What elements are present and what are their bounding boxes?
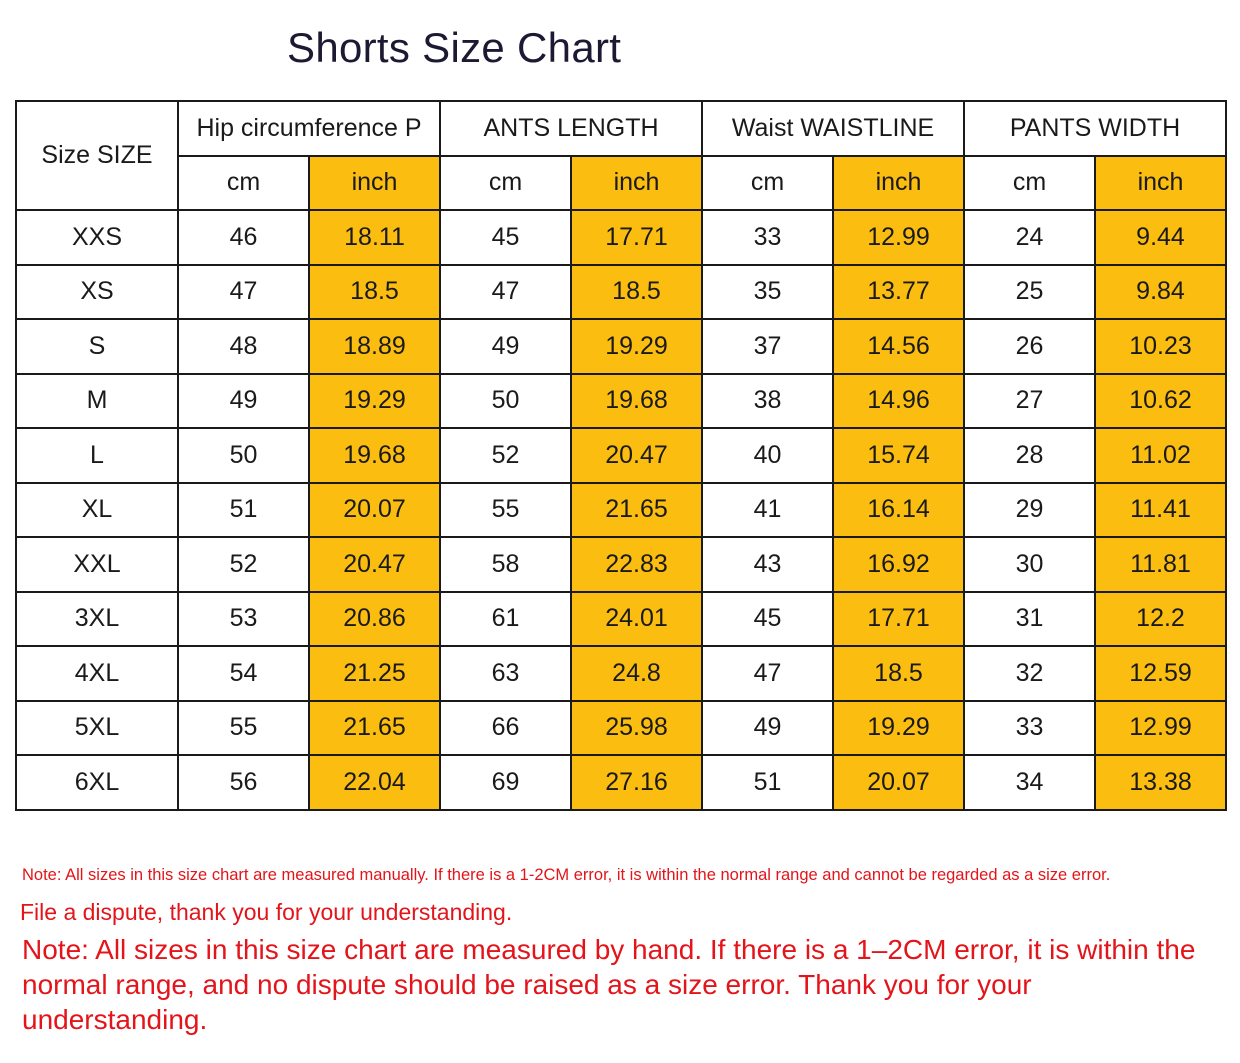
hip-cm-header: cm bbox=[178, 156, 309, 211]
size-chart-table bbox=[15, 100, 1227, 811]
hip-cm-cell: 49 bbox=[178, 374, 309, 429]
waist-inch-cell: 18.5 bbox=[833, 646, 964, 701]
waist-inch-cell: 12.99 bbox=[833, 210, 964, 265]
width-cm-cell: 24 bbox=[964, 210, 1095, 265]
size-cell: 3XL bbox=[16, 592, 178, 647]
width-header: PANTS WIDTH bbox=[964, 101, 1226, 156]
length-cm-cell: 61 bbox=[440, 592, 571, 647]
length-inch-cell: 21.65 bbox=[571, 483, 702, 538]
hip-inch-cell: 18.89 bbox=[309, 319, 440, 374]
hip-inch-cell: 20.47 bbox=[309, 537, 440, 592]
hip-cm-cell: 46 bbox=[178, 210, 309, 265]
hip-inch-cell: 19.29 bbox=[309, 374, 440, 429]
hip-cm-cell: 52 bbox=[178, 537, 309, 592]
hip-inch-cell: 19.68 bbox=[309, 428, 440, 483]
width-inch-cell: 10.23 bbox=[1095, 319, 1226, 374]
length-cm-cell: 52 bbox=[440, 428, 571, 483]
width-inch-cell: 12.2 bbox=[1095, 592, 1226, 647]
length-inch-cell: 25.98 bbox=[571, 701, 702, 756]
length-inch-cell: 22.83 bbox=[571, 537, 702, 592]
hip-cm-cell: 51 bbox=[178, 483, 309, 538]
size-cell: XXS bbox=[16, 210, 178, 265]
waist-inch-cell: 16.92 bbox=[833, 537, 964, 592]
hip-inch-cell: 18.5 bbox=[309, 265, 440, 320]
hip-inch-header: inch bbox=[309, 156, 440, 211]
waist-cm-cell: 49 bbox=[702, 701, 833, 756]
hip-inch-cell: 21.25 bbox=[309, 646, 440, 701]
size-cell: 5XL bbox=[16, 701, 178, 756]
waist-cm-cell: 51 bbox=[702, 755, 833, 810]
length-cm-cell: 69 bbox=[440, 755, 571, 810]
length-inch-cell: 18.5 bbox=[571, 265, 702, 320]
table-row bbox=[16, 319, 1226, 374]
size-cell: XXL bbox=[16, 537, 178, 592]
length-inch-cell: 19.68 bbox=[571, 374, 702, 429]
hip-inch-cell: 22.04 bbox=[309, 755, 440, 810]
width-cm-cell: 26 bbox=[964, 319, 1095, 374]
length-inch-cell: 19.29 bbox=[571, 319, 702, 374]
width-cm-cell: 33 bbox=[964, 701, 1095, 756]
length-cm-cell: 66 bbox=[440, 701, 571, 756]
hip-inch-cell: 21.65 bbox=[309, 701, 440, 756]
size-cell: XS bbox=[16, 265, 178, 320]
waist-cm-header: cm bbox=[702, 156, 833, 211]
table-row bbox=[16, 265, 1226, 320]
waist-inch-cell: 14.96 bbox=[833, 374, 964, 429]
length-inch-cell: 17.71 bbox=[571, 210, 702, 265]
waist-inch-cell: 17.71 bbox=[833, 592, 964, 647]
size-cell: 4XL bbox=[16, 646, 178, 701]
unit-header-row bbox=[16, 156, 1226, 211]
length-header: ANTS LENGTH bbox=[440, 101, 702, 156]
width-cm-cell: 34 bbox=[964, 755, 1095, 810]
table-row bbox=[16, 646, 1226, 701]
size-cell: XL bbox=[16, 483, 178, 538]
length-cm-cell: 58 bbox=[440, 537, 571, 592]
hip-inch-cell: 18.11 bbox=[309, 210, 440, 265]
hip-inch-cell: 20.86 bbox=[309, 592, 440, 647]
width-inch-header: inch bbox=[1095, 156, 1226, 211]
length-cm-cell: 49 bbox=[440, 319, 571, 374]
width-cm-cell: 25 bbox=[964, 265, 1095, 320]
waist-cm-cell: 37 bbox=[702, 319, 833, 374]
waist-inch-cell: 16.14 bbox=[833, 483, 964, 538]
width-inch-cell: 9.84 bbox=[1095, 265, 1226, 320]
waist-cm-cell: 40 bbox=[702, 428, 833, 483]
table-row bbox=[16, 374, 1226, 429]
length-cm-cell: 50 bbox=[440, 374, 571, 429]
waist-cm-cell: 45 bbox=[702, 592, 833, 647]
waist-cm-cell: 38 bbox=[702, 374, 833, 429]
waist-cm-cell: 43 bbox=[702, 537, 833, 592]
length-cm-cell: 45 bbox=[440, 210, 571, 265]
width-inch-cell: 11.41 bbox=[1095, 483, 1226, 538]
width-inch-cell: 9.44 bbox=[1095, 210, 1226, 265]
length-inch-cell: 27.16 bbox=[571, 755, 702, 810]
waist-cm-cell: 33 bbox=[702, 210, 833, 265]
width-cm-cell: 30 bbox=[964, 537, 1095, 592]
length-cm-header: cm bbox=[440, 156, 571, 211]
hip-inch-cell: 20.07 bbox=[309, 483, 440, 538]
length-cm-cell: 47 bbox=[440, 265, 571, 320]
length-inch-cell: 24.01 bbox=[571, 592, 702, 647]
table-row bbox=[16, 428, 1226, 483]
hip-header bbox=[178, 101, 440, 156]
waist-header: Waist WAISTLINE bbox=[702, 101, 964, 156]
waist-inch-cell: 20.07 bbox=[833, 755, 964, 810]
length-cm-cell: 55 bbox=[440, 483, 571, 538]
hip-cm-cell: 53 bbox=[178, 592, 309, 647]
width-inch-cell: 10.62 bbox=[1095, 374, 1226, 429]
size-rows bbox=[16, 210, 1226, 810]
hip-cm-cell: 47 bbox=[178, 265, 309, 320]
width-inch-cell: 13.38 bbox=[1095, 755, 1226, 810]
waist-inch-header: inch bbox=[833, 156, 964, 211]
table-row bbox=[16, 210, 1226, 265]
width-inch-cell: 12.59 bbox=[1095, 646, 1226, 701]
page-title: Shorts Size Chart bbox=[287, 24, 622, 71]
width-cm-cell: 29 bbox=[964, 483, 1095, 538]
table-row bbox=[16, 755, 1226, 810]
size-cell: S bbox=[16, 319, 178, 374]
hip-cm-cell: 54 bbox=[178, 646, 309, 701]
size-cell: 6XL bbox=[16, 755, 178, 810]
length-cm-cell: 63 bbox=[440, 646, 571, 701]
width-cm-cell: 27 bbox=[964, 374, 1095, 429]
size-column-header: Size SIZE bbox=[16, 101, 178, 210]
waist-inch-cell: 14.56 bbox=[833, 319, 964, 374]
waist-inch-cell: 19.29 bbox=[833, 701, 964, 756]
table-row bbox=[16, 592, 1226, 647]
group-header-row bbox=[16, 101, 1226, 156]
waist-cm-cell: 41 bbox=[702, 483, 833, 538]
width-inch-cell: 11.81 bbox=[1095, 537, 1226, 592]
hip-cm-cell: 56 bbox=[178, 755, 309, 810]
waist-cm-cell: 35 bbox=[702, 265, 833, 320]
waist-cm-cell: 47 bbox=[702, 646, 833, 701]
table-row bbox=[16, 537, 1226, 592]
waist-inch-cell: 13.77 bbox=[833, 265, 964, 320]
width-cm-header: cm bbox=[964, 156, 1095, 211]
note-manual-measurement: Note: All sizes in this size chart are measured manually. If there is a 1-2CM error, it is within the normal range and cannot be regarded as a size error. bbox=[22, 866, 1111, 884]
length-inch-cell: 24.8 bbox=[571, 646, 702, 701]
table-row bbox=[16, 483, 1226, 538]
size-cell: M bbox=[16, 374, 178, 429]
width-inch-cell: 12.99 bbox=[1095, 701, 1226, 756]
size-cell: L bbox=[16, 428, 178, 483]
length-inch-header: inch bbox=[571, 156, 702, 211]
length-inch-cell: 20.47 bbox=[571, 428, 702, 483]
width-cm-cell: 32 bbox=[964, 646, 1095, 701]
waist-inch-cell: 15.74 bbox=[833, 428, 964, 483]
hip-cm-cell: 50 bbox=[178, 428, 309, 483]
width-cm-cell: 31 bbox=[964, 592, 1095, 647]
hip-header-label: Hip circumference P bbox=[196, 113, 422, 142]
hip-cm-cell: 48 bbox=[178, 319, 309, 374]
table-row bbox=[16, 701, 1226, 756]
note-hand-measurement: Note: All sizes in this size chart are measured by hand. If there is a 1–2CM error, it is within the normal range, and no dispute should be raised as a size error. Thank you for your understanding. bbox=[22, 934, 1196, 1035]
width-inch-cell: 11.02 bbox=[1095, 428, 1226, 483]
width-cm-cell: 28 bbox=[964, 428, 1095, 483]
hip-cm-cell: 55 bbox=[178, 701, 309, 756]
note-dispute: File a dispute, thank you for your understanding. bbox=[20, 899, 513, 925]
